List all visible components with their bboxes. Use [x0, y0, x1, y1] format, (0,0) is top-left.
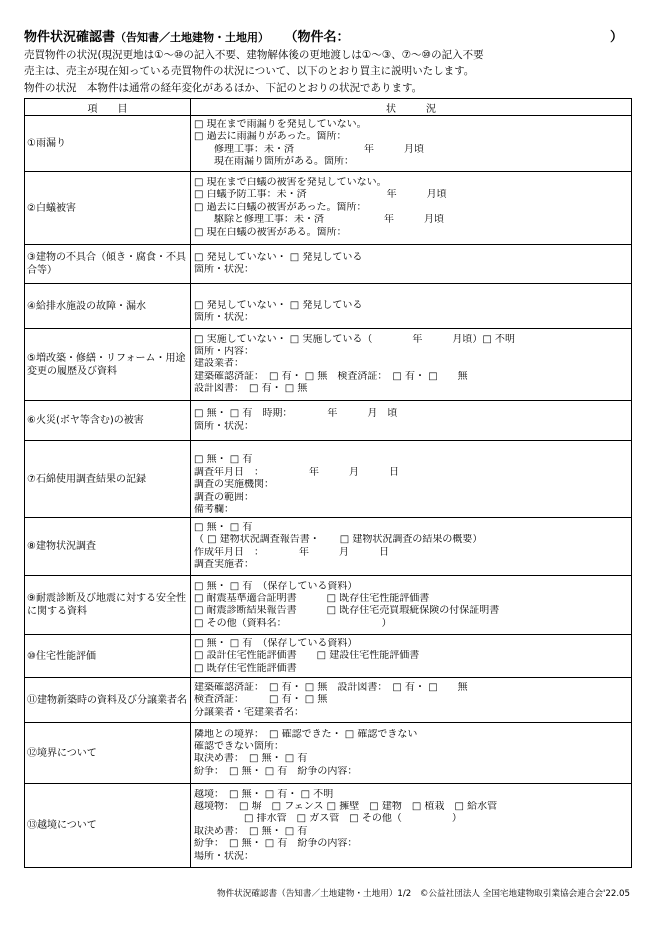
status-line: 駆除と修理工事：未・済 年 月頃: [194, 214, 444, 226]
status-line: □ 発見していない・ □ 発見している: [194, 299, 363, 311]
status-line: 備考欄：: [194, 503, 234, 515]
row-encroachment: [25, 784, 632, 868]
status-line: 越境物： □ 塀 □ フェンス □ 擁壁 □ 建物 □ 植栽 □ 給水管: [194, 801, 498, 813]
row-new-construction: [25, 678, 632, 723]
row-building-survey: [25, 518, 632, 576]
status-line: □ その他（資料名： ）: [194, 617, 392, 629]
status-line: [194, 287, 631, 299]
row-label: ⑧建物状況調査: [25, 518, 191, 576]
row-asbestos: [25, 441, 632, 518]
status-line: 箇所・内容：: [194, 345, 254, 357]
row-status: [191, 245, 632, 284]
status-line: □ 実施していない・ □ 実施している（ 年 月頃）□ 不明: [194, 333, 516, 345]
row-status: [191, 172, 632, 245]
row-label: ⑪建物新築時の資料及び分譲業者名: [25, 678, 191, 723]
status-line: □ 発見していない・ □ 発見している: [194, 251, 363, 263]
row-label: ②白蟻被害: [25, 172, 191, 245]
column-header-status: 状 況: [191, 99, 632, 116]
row-fire: [25, 401, 632, 441]
column-header-item: 項 目: [25, 99, 191, 116]
note-seller-statement: 売主は、売主が現在知っている売買物件の状況について、以下のとおり買主に説明いたします。: [24, 65, 475, 77]
status-line: □ 無・ □ 有 （保存している資料）: [194, 637, 358, 649]
property-name-close: ）: [610, 30, 624, 45]
status-line: 取決め書： □ 無・ □ 有: [194, 753, 308, 765]
status-line: 分譲業者・宅建業者名：: [194, 706, 304, 718]
row-status: [191, 441, 632, 518]
row-performance: [25, 635, 632, 678]
status-line: 建築確認済証： □ 有・ □ 無 設計図書： □ 有・ □ 無: [194, 681, 468, 693]
status-line: 場所・状況：: [194, 850, 254, 862]
status-line: □ 白蟻予防工事：未・済 年 月頃: [194, 189, 447, 201]
status-line: 箇所・状況：: [194, 264, 254, 275]
status-line: □ 過去に白蟻の被害があった。箇所：: [194, 201, 367, 213]
row-status: [191, 576, 632, 635]
row-water-facility: [25, 284, 632, 329]
status-line: 紛争： □ 無・ □ 有 紛争の内容：: [194, 765, 358, 777]
status-line: □ 無・ □ 有 （保存している資料）: [194, 580, 358, 592]
title-sub: （告知書／土地建物・土地用）: [115, 31, 270, 44]
status-line: 調査の範囲：: [194, 491, 254, 503]
row-status: [191, 329, 632, 401]
document-title: [24, 26, 624, 45]
status-line: □ 既存住宅性能評価書: [194, 662, 297, 674]
note-instructions: 売買物件の状況(現況更地は①～⑩の記入不要、建物解体後の更地渡しは①～③、⑦～⑩の記入不要: [24, 49, 484, 61]
status-line: □ 無・ □ 有 時期： 年 月 頃: [194, 408, 398, 420]
status-line: 確認できない箇所：: [194, 740, 284, 752]
status-line: [194, 442, 631, 454]
row-label: ④給排水施設の故障・漏水: [25, 284, 191, 329]
status-line: □ 耐震基準適合証明書 □ 既存住宅性能評価書: [194, 592, 430, 604]
status-line: □ 現在まで雨漏りを発見していない。: [194, 118, 367, 130]
condition-table: [24, 98, 632, 868]
row-label: ①雨漏り: [25, 116, 191, 172]
row-label: ⑥火災(ボヤ等含む)の被害: [25, 401, 191, 441]
status-line: 建築確認済証： □ 有・ □ 無 検査済証： □ 有・ □ 無: [194, 370, 468, 382]
status-line: 取決め書： □ 無・ □ 有: [194, 825, 308, 837]
row-label: ③建物の不具合（傾き・腐食・不具合等）: [25, 245, 191, 284]
status-line: 建設業者：: [194, 358, 244, 370]
row-label: ⑬越境について: [25, 784, 191, 868]
row-label: ⑨耐震診断及び地震に対する安全性に関する資料: [25, 576, 191, 635]
row-status: [191, 284, 632, 329]
status-line: □ 現在白蟻の被害がある。箇所：: [194, 226, 347, 238]
status-line: 箇所・状況：: [194, 420, 254, 432]
status-line: □ 耐震診断結果報告書 □ 既存住宅売買瑕疵保険の付保証明書: [194, 605, 500, 617]
row-status: [191, 723, 632, 784]
status-line: 作成年月日 ： 年 月 日: [194, 546, 389, 558]
status-line: 検査済証： □ 有・ □ 無: [194, 694, 328, 706]
status-line: （ □ 建物状況調査報告書・ □ 建物状況調査の結果の概要）: [194, 534, 483, 546]
status-line: 設計図書： □ 有・ □ 無: [194, 383, 308, 395]
row-status: [191, 518, 632, 576]
status-line: 調査実施者：: [194, 559, 254, 571]
status-line: 箇所・状況：: [194, 312, 254, 324]
row-status: [191, 401, 632, 441]
row-status: [191, 678, 632, 723]
row-label: ⑦石綿使用調査結果の記録: [25, 441, 191, 518]
row-rain-leak: [25, 116, 632, 172]
status-line: □ 無・ □ 有: [194, 522, 253, 534]
note-property-condition: 物件の状況 本物件は通常の経年変化があるほか、下記のとおりの状況であります。: [24, 82, 423, 94]
row-seismic: [25, 576, 632, 635]
page-footer: 物件状況確認書（告知書／土地建物・土地用）1/2 ©公益社団法人 全国宅地建物取引業協会連合会'22.05: [216, 889, 630, 899]
row-label: ⑩住宅性能評価: [25, 635, 191, 678]
status-line: 越境： □ 無・ □ 有・ □ 不明: [194, 788, 334, 800]
title-main: 物件状況確認書: [24, 30, 116, 45]
status-line: 現在雨漏り箇所がある。箇所：: [194, 155, 354, 167]
row-boundary: [25, 723, 632, 784]
status-line: □ 過去に雨漏りがあった。箇所：: [194, 131, 347, 143]
row-status: [191, 635, 632, 678]
row-status: [191, 116, 632, 172]
status-line: 調査年月日 ： 年 月 日: [194, 466, 399, 478]
row-termite: [25, 172, 632, 245]
property-name-label: （物件名：: [291, 30, 350, 45]
status-line: 修理工事：未・済 年 月頃: [194, 143, 424, 155]
row-building-defect: [25, 245, 632, 284]
row-label: ⑫境界について: [25, 723, 191, 784]
status-line: □ 無・ □ 有: [194, 454, 253, 466]
status-line: □ 現在まで白蟻の被害を発見していない。: [194, 177, 387, 189]
row-label: ⑤増改築・修繕・リフォーム・用途変更の履歴及び資料: [25, 329, 191, 401]
row-status: [191, 784, 632, 868]
status-line: 紛争： □ 無・ □ 有 紛争の内容：: [194, 838, 358, 850]
status-line: 隣地との境界： □ 確認できた・ □ 確認できない: [194, 728, 418, 740]
row-renovation: [25, 329, 632, 401]
status-line: □ 排水管 □ ガス管 □ その他（ ）: [194, 813, 462, 825]
status-line: □ 設計住宅性能評価書 □ 建設住宅性能評価書: [194, 650, 420, 662]
status-line: 調査の実施機関：: [194, 479, 274, 491]
